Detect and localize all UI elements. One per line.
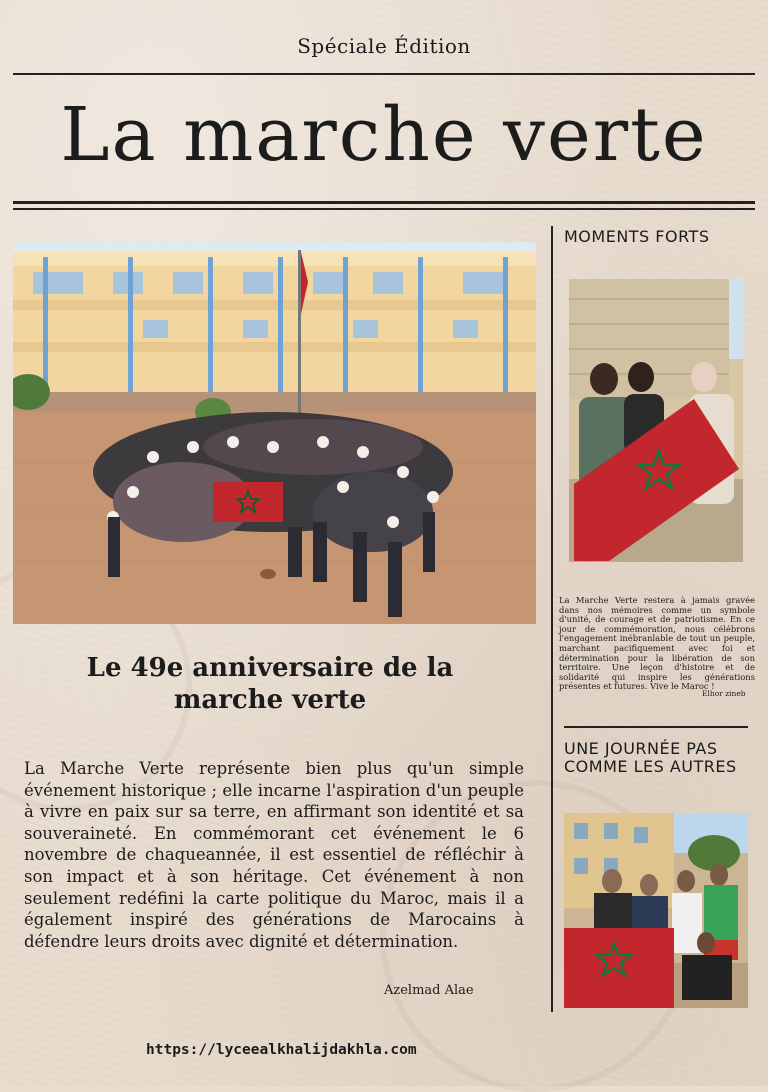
top-rule (13, 73, 755, 75)
masthead-title: La marche verte (60, 92, 708, 178)
sidebar-heading-journee: UNE JOURNÉE PAS COMME LES AUTRES (564, 739, 737, 776)
edition-label: Spéciale Édition (297, 34, 471, 58)
sidebar-heading-moments-forts: MOMENTS FORTS (564, 227, 710, 246)
sidebar-text-moments: La Marche Verte restera à jamais gravée dans nos mémoires comme un symbole d'unité, de courage et de patriotisme. En ce jour de commémoration, nous célébrons l'engagement inébranlable de tout un peuple, marchant pacifiquement avec foi et détermination pour la libération de son territoire. Une leçon d'histoire et de solidarité qui inspire les générations présentes et futures. Vive le Maroc ! (559, 595, 755, 692)
sidebar-author: Elhor zineb (702, 689, 746, 698)
article-headline: Le 49e anniversaire de la marche verte (86, 653, 454, 715)
masthead-rule-thin (13, 208, 755, 210)
article-body: La Marche Verte représente bien plus qu'un simple événement historique ; elle incarne l'aspiration d'un peuple à vivre en paix sur sa terre, en affirmant son identité et sa souveraineté. En commémorant cet événement le 6 novembre de chaqueannée, il est essentiel de réfléchir à son impact et à son héritage. Cet événement à non seulement redéfini la carte politique du Maroc, mais il a également inspiré des générations de Marocains à défendre leurs droits avec dignité et détermination. (24, 759, 524, 951)
sidebar-photo-moments (569, 279, 743, 562)
article-author: Azelmad Alae (384, 983, 474, 998)
column-divider (551, 226, 553, 1012)
sidebar-photo-journee (564, 813, 748, 1008)
footer-url[interactable]: https://lyceealkhalijdakhla.com (146, 1042, 417, 1058)
sidebar-divider (564, 726, 748, 728)
masthead-rule-thick (13, 201, 755, 204)
main-photo (13, 242, 536, 624)
